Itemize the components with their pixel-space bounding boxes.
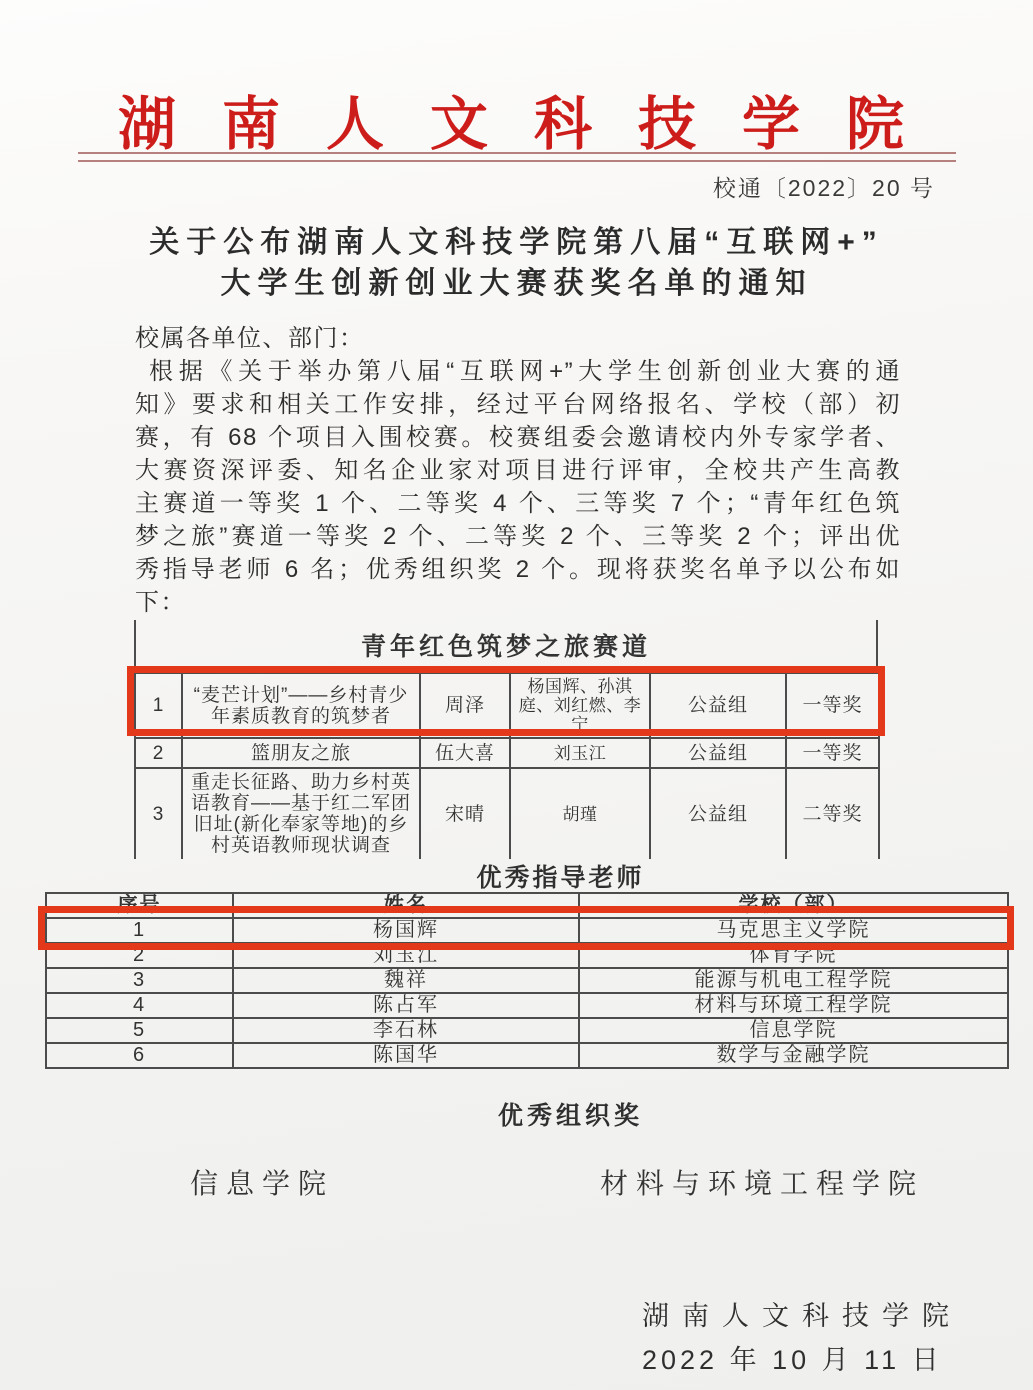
cell-leader: 周泽 xyxy=(420,673,510,738)
table-header-row xyxy=(46,893,1008,918)
cell-project: 重走长征路、助力乡村英语教育——基于红二军团旧址(新化奉家等地)的乡村英语教师现状调查 xyxy=(182,768,420,859)
doc-number: 校通〔2022〕20 号 xyxy=(712,175,935,201)
org-header-title: 湖南人文科技学院 xyxy=(118,92,951,157)
cell-name: 陈国华 xyxy=(233,1043,579,1068)
cell-name: 杨国辉 xyxy=(233,918,579,943)
cell-leader: 伍大喜 xyxy=(420,738,510,768)
cell-no: 2 xyxy=(135,738,182,768)
body-line: 秀指导老师 6 名；优秀组织奖 2 个。现将获奖名单予以公布如 xyxy=(135,556,901,583)
cell-no: 1 xyxy=(135,673,182,738)
body-line: 根据《关于举办第八届“互联网+”大学生创新创业大赛的通 xyxy=(149,358,901,385)
table-row xyxy=(46,943,1008,968)
table-row xyxy=(46,993,1008,1018)
cell-advisors: 刘玉江 xyxy=(510,738,650,768)
body-line: 下： xyxy=(135,589,186,616)
advisors-table xyxy=(45,892,1009,1069)
cell-school: 信息学院 xyxy=(579,1018,1008,1043)
cell-school: 马克思主义学院 xyxy=(579,918,1008,943)
notice-title-line2: 大学生创新创业大赛获奖名单的通知 xyxy=(220,267,813,300)
cell-no: 3 xyxy=(135,768,182,859)
cell-group: 公益组 xyxy=(650,673,786,738)
notice-body xyxy=(135,322,901,619)
cell-advisors: 胡瑾 xyxy=(510,768,650,859)
advisors-section-title: 优秀指导老师 xyxy=(476,864,645,892)
cell-no: 1 xyxy=(46,918,233,943)
footer-date: 2022 年 10 月 11 日 xyxy=(642,1345,943,1375)
cell-no: 3 xyxy=(46,968,233,993)
table-row xyxy=(46,918,1008,943)
cell-school: 体育学院 xyxy=(579,943,1008,968)
body-line: 主赛道一等奖 1 个、二等奖 4 个、三等奖 7 个；“青年红色筑 xyxy=(135,490,901,517)
cell-no: 5 xyxy=(46,1018,233,1043)
cell-school: 材料与环境工程学院 xyxy=(579,993,1008,1018)
cell-award: 二等奖 xyxy=(786,768,879,859)
body-line: 赛，有 68 个项目入围校赛。校赛组委会邀请校内外专家学者、 xyxy=(135,424,901,451)
body-line: 大赛资深评委、知名企业家对项目进行评审，全校共产生高教 xyxy=(135,457,901,484)
cell-school: 能源与机电工程学院 xyxy=(579,968,1008,993)
track-table-title: 青年红色筑梦之旅赛道 xyxy=(134,620,878,672)
cell-project: “麦芒计划”——乡村青少年素质教育的筑梦者 xyxy=(182,673,420,738)
org-award-title: 优秀组织奖 xyxy=(497,1102,643,1130)
advisors-table-section xyxy=(45,892,1007,1069)
table-row xyxy=(46,1043,1008,1068)
cell-project: 篮朋友之旅 xyxy=(182,738,420,768)
cell-leader: 宋晴 xyxy=(420,768,510,859)
salutation: 校属各单位、部门： xyxy=(135,325,365,352)
cell-name: 魏祥 xyxy=(233,968,579,993)
table-row xyxy=(135,673,879,738)
cell-no: 6 xyxy=(46,1043,233,1068)
notice-title-line1: 关于公布湖南人文科技学院第八届“互联网+” xyxy=(149,226,884,259)
cell-school: 数学与金融学院 xyxy=(579,1043,1008,1068)
cell-group: 公益组 xyxy=(650,738,786,768)
cell-award: 一等奖 xyxy=(786,673,879,738)
cell-group: 公益组 xyxy=(650,768,786,859)
cell-award: 一等奖 xyxy=(786,738,879,768)
cell-name: 李石林 xyxy=(233,1018,579,1043)
header-school: 学校（部） xyxy=(579,893,1008,918)
footer-org-name: 湖南人文科技学院 xyxy=(642,1301,962,1331)
table-row xyxy=(135,768,879,859)
track-table xyxy=(134,672,880,859)
track-table-section xyxy=(134,620,878,859)
cell-name: 刘玉江 xyxy=(233,943,579,968)
body-line: 知》要求和相关工作安排，经过平台网络报名、学校（部）初 xyxy=(135,391,901,418)
cell-name: 陈占军 xyxy=(233,993,579,1018)
notice-title xyxy=(0,222,1033,304)
header-divider-rule xyxy=(78,152,956,162)
table-row xyxy=(46,968,1008,993)
org-award-winner-right: 材料与环境工程学院 xyxy=(600,1168,925,1199)
cell-no: 4 xyxy=(46,993,233,1018)
body-line: 梦之旅”赛道一等奖 2 个、二等奖 2 个、三等奖 2 个；评出优 xyxy=(135,523,901,550)
header-no: 序号 xyxy=(46,893,233,918)
header-name: 姓名 xyxy=(233,893,579,918)
cell-no: 2 xyxy=(46,943,233,968)
table-row xyxy=(46,1018,1008,1043)
table-row xyxy=(135,738,879,768)
cell-advisors: 杨国辉、孙淇庭、刘红燃、李宁 xyxy=(510,673,650,738)
org-award-winner-left: 信息学院 xyxy=(190,1168,335,1199)
